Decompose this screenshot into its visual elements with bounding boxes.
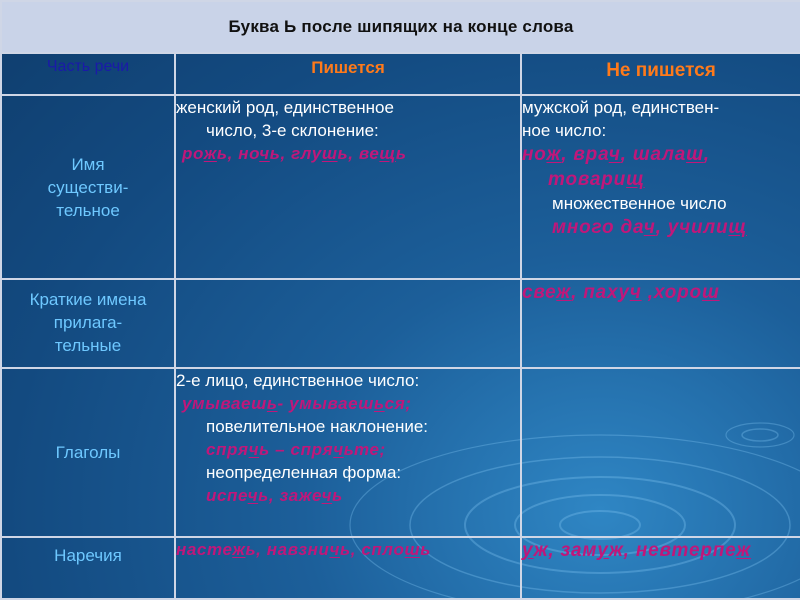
header-written: Пишется — [175, 53, 521, 95]
rule-text: число, 3-е склонение: — [206, 121, 379, 141]
row-label-adverb: Наречия — [1, 537, 175, 599]
rule-text: мужской род, единствен- — [522, 98, 720, 118]
label-line: Краткие имена — [29, 290, 147, 310]
header-not-written: Не пишется — [521, 53, 800, 95]
label-line: прилага- — [53, 313, 123, 333]
example-word: вещь — [358, 144, 407, 164]
rule-text: повелительное наклонение: — [206, 416, 429, 436]
verb-not-written-cell — [521, 368, 800, 537]
examples: умываешь- умываешься; — [182, 393, 412, 413]
examples: много дач, училищ — [552, 217, 747, 239]
examples: испечь, зажечь — [206, 485, 343, 505]
examples: рожь, ночь, глушь, вещь — [182, 144, 407, 164]
examples: настежь, навзничь, сплoшь — [176, 539, 431, 559]
title-bar — [1, 1, 800, 53]
example-word: ночь — [238, 144, 281, 164]
rule-text: множественное число — [552, 194, 727, 214]
examples: свеж, пахуч ,хорош — [522, 282, 720, 304]
examples: нож, врач, шалаш, — [522, 144, 710, 166]
rule-text: 2-е лицо, единственное число: — [176, 370, 420, 390]
example-word: рожь — [182, 144, 228, 164]
examples: спрячь – спрячьте; — [206, 439, 386, 459]
rule-text: ное число: — [522, 121, 607, 141]
adjective-not-written-cell — [521, 279, 800, 367]
label-line: Имя — [71, 154, 105, 174]
row-label-adjective — [1, 279, 175, 367]
verb-written-cell — [175, 368, 521, 537]
label-line: существи- — [47, 177, 129, 197]
row-label-noun — [1, 95, 175, 279]
example-word: глушь — [291, 144, 349, 164]
label-line: тельное — [56, 200, 120, 220]
adjective-written-cell — [175, 279, 521, 367]
examples: уж, замуж, невтерпеж — [522, 539, 752, 561]
examples: товарищ — [548, 169, 645, 191]
rule-text: женский род, единственное — [176, 98, 394, 118]
row-label-verb: Глаголы — [1, 368, 175, 537]
adverb-not-written-cell — [521, 537, 800, 599]
label-line: тельные — [54, 336, 122, 356]
header-part-of-speech: Часть речи — [1, 53, 175, 95]
page-title: Буква Ь после шипящих на конце слова — [228, 17, 574, 37]
noun-not-written-cell — [521, 95, 800, 279]
noun-written-cell — [175, 95, 521, 279]
adverb-written-cell — [175, 537, 521, 599]
rule-text: неопределенная форма: — [206, 462, 402, 482]
